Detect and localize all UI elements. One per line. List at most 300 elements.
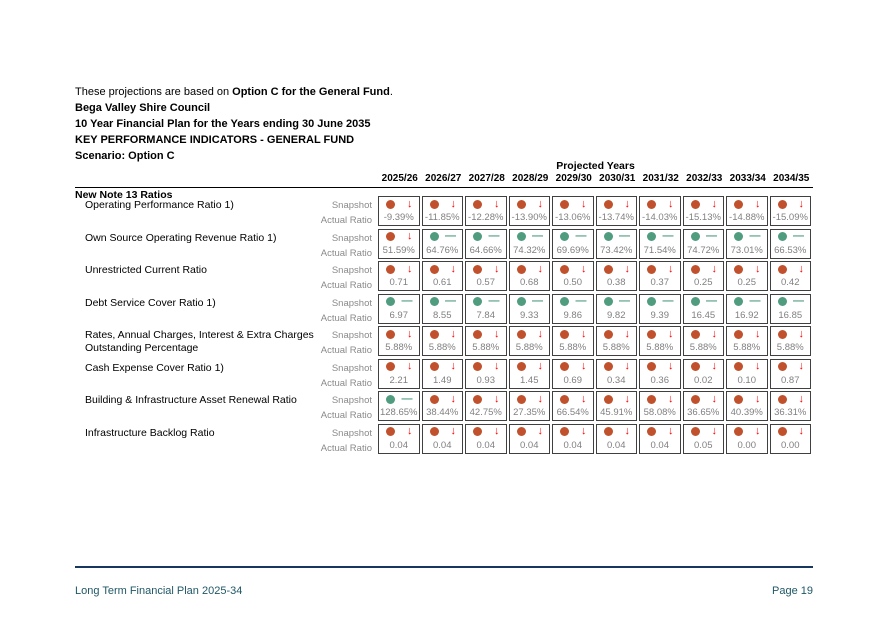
snapshot-indicator — [510, 425, 550, 439]
row-sublabels — [303, 296, 372, 326]
kpi-cell — [552, 359, 594, 389]
snapshot-indicator — [553, 197, 593, 211]
status-dot-icon — [734, 427, 743, 436]
row-sublabels — [303, 198, 372, 228]
status-dot-icon — [560, 232, 569, 241]
actual-value: 1.49 — [433, 374, 452, 386]
down-arrow-icon: ↓ — [494, 197, 500, 210]
actual-value: 5.88% — [602, 342, 630, 353]
snapshot-indicator — [510, 327, 550, 341]
down-arrow-icon: ↓ — [711, 425, 717, 437]
actual-value: 36.65% — [687, 407, 720, 418]
status-dot-icon — [778, 395, 787, 404]
year-header: 2030/31 — [599, 173, 636, 184]
kpi-cell — [378, 261, 420, 291]
actual-value: 0.50 — [563, 277, 582, 288]
down-arrow-icon: ↓ — [711, 197, 717, 210]
actual-ratio-label: Actual Ratio — [320, 377, 372, 389]
snapshot-indicator — [553, 262, 593, 276]
indicator-label: Unrestricted Current Ratio — [85, 264, 207, 276]
status-dot-icon — [517, 297, 526, 306]
actual-value: 0.34 — [607, 374, 626, 386]
snapshot-indicator — [771, 295, 811, 309]
kpi-cell — [683, 261, 725, 291]
down-arrow-icon: ↓ — [537, 327, 543, 340]
down-arrow-icon: ↓ — [668, 197, 674, 210]
status-dot-icon — [560, 297, 569, 306]
actual-value: 0.25 — [737, 277, 756, 288]
status-dot-icon — [734, 265, 743, 274]
actual-value: 5.88% — [559, 342, 587, 353]
snapshot-indicator — [684, 230, 724, 244]
kpi-cell — [770, 229, 812, 259]
kpi-cell — [465, 229, 507, 259]
actual-value: 5.88% — [472, 342, 500, 353]
snapshot-indicator — [727, 360, 767, 374]
actual-value: 0.05 — [694, 439, 713, 451]
kpi-cell — [726, 261, 768, 291]
down-arrow-icon: ↓ — [755, 197, 761, 210]
actual-value: 0.10 — [737, 374, 756, 386]
actual-value: -11.85% — [424, 212, 460, 223]
down-arrow-icon: ↓ — [711, 327, 717, 340]
status-dot-icon — [691, 265, 700, 274]
flat-dash-icon: — — [401, 295, 413, 307]
snapshot-indicator — [727, 295, 767, 309]
actual-value: 71.54% — [643, 244, 676, 256]
actual-value: 51.59% — [382, 244, 415, 256]
status-dot-icon — [386, 297, 395, 306]
down-arrow-icon: ↓ — [668, 392, 674, 405]
kpi-cell — [509, 326, 551, 356]
snapshot-indicator — [379, 295, 419, 309]
actual-value: 0.37 — [650, 277, 669, 288]
actual-value: 0.36 — [650, 374, 669, 386]
actual-value: 0.38 — [607, 277, 626, 288]
kpi-cell — [465, 391, 507, 421]
status-dot-icon — [647, 395, 656, 404]
status-dot-icon — [517, 427, 526, 436]
row-cells — [378, 196, 811, 226]
kpi-cell — [639, 261, 681, 291]
kpi-cell — [770, 391, 812, 421]
kpi-cell — [683, 196, 725, 226]
snapshot-indicator — [727, 425, 767, 439]
actual-value: 9.33 — [520, 309, 539, 321]
flat-dash-icon: — — [706, 295, 717, 307]
down-arrow-icon: ↓ — [798, 425, 804, 437]
down-arrow-icon: ↓ — [755, 425, 761, 437]
row-cells — [378, 391, 811, 421]
kpi-cell — [552, 261, 594, 291]
kpi-cell — [683, 391, 725, 421]
status-dot-icon — [517, 265, 526, 274]
snapshot-indicator — [379, 197, 419, 211]
snapshot-indicator — [379, 327, 419, 341]
kpi-cell — [726, 359, 768, 389]
flat-dash-icon: — — [488, 295, 500, 307]
down-arrow-icon: ↓ — [624, 327, 630, 340]
actual-value: 66.53% — [774, 244, 807, 256]
indicator-row — [75, 424, 813, 457]
down-arrow-icon: ↓ — [668, 360, 674, 372]
actual-value: 7.84 — [476, 309, 495, 321]
kpi-cell — [422, 294, 464, 324]
actual-value: 0.04 — [389, 439, 408, 451]
status-dot-icon — [517, 232, 526, 241]
snapshot-indicator — [771, 392, 811, 406]
snapshot-indicator — [684, 295, 724, 309]
table-top-rule — [75, 187, 813, 188]
down-arrow-icon: ↓ — [494, 425, 500, 437]
snapshot-indicator — [684, 197, 724, 211]
indicator-row — [75, 391, 813, 424]
kpi-cell — [726, 229, 768, 259]
status-dot-icon — [604, 395, 613, 404]
actual-value: 0.57 — [476, 277, 495, 288]
actual-ratio-label: Actual Ratio — [320, 442, 372, 454]
flat-dash-icon: — — [706, 230, 717, 242]
actual-value: -9.39% — [383, 212, 414, 223]
snapshot-indicator — [640, 360, 680, 374]
snapshot-indicator — [640, 230, 680, 244]
status-dot-icon — [517, 200, 526, 209]
indicator-label-line2: Outstanding Percentage — [85, 342, 199, 354]
down-arrow-icon: ↓ — [798, 392, 804, 405]
kpi-table — [75, 196, 813, 456]
status-dot-icon — [560, 362, 569, 371]
status-dot-icon — [386, 265, 395, 274]
kpi-cell — [422, 261, 464, 291]
snapshot-label: Snapshot — [331, 330, 372, 341]
snapshot-label: Snapshot — [331, 297, 372, 309]
status-dot-icon — [691, 200, 700, 209]
status-dot-icon — [473, 362, 482, 371]
actual-value: 2.21 — [389, 374, 408, 386]
actual-value: 0.25 — [694, 277, 713, 288]
status-dot-icon — [517, 395, 526, 404]
kpi-cell — [770, 359, 812, 389]
kpi-cell — [770, 424, 812, 454]
kpi-cell — [683, 359, 725, 389]
indicator-label: Own Source Operating Revenue Ratio 1) — [85, 231, 277, 244]
status-dot-icon — [647, 200, 656, 209]
indicator-row — [75, 261, 813, 294]
flat-dash-icon: — — [793, 230, 804, 242]
flat-dash-icon: — — [488, 230, 500, 242]
actual-value: 9.82 — [607, 309, 626, 321]
snapshot-indicator — [597, 295, 637, 309]
kpi-cell — [552, 229, 594, 259]
kpi-cell — [639, 196, 681, 226]
status-dot-icon — [430, 232, 439, 241]
kpi-cell — [770, 294, 812, 324]
actual-value: 0.69 — [563, 374, 582, 386]
actual-ratio-label: Actual Ratio — [320, 280, 372, 291]
down-arrow-icon: ↓ — [755, 262, 761, 275]
status-dot-icon — [647, 232, 656, 241]
status-dot-icon — [473, 265, 482, 274]
kpi-cell — [422, 424, 464, 454]
down-arrow-icon: ↓ — [798, 327, 804, 340]
status-dot-icon — [430, 297, 439, 306]
actual-value: -15.09% — [772, 212, 808, 223]
indicator-label: Debt Service Cover Ratio 1) — [85, 296, 216, 309]
status-dot-icon — [604, 297, 613, 306]
row-cells — [378, 294, 811, 324]
actual-value: 5.88% — [776, 342, 804, 353]
flat-dash-icon: — — [532, 230, 543, 242]
snapshot-indicator — [423, 197, 463, 211]
status-dot-icon — [430, 362, 439, 371]
down-arrow-icon: ↓ — [407, 327, 413, 340]
snapshot-indicator — [771, 327, 811, 341]
status-dot-icon — [473, 200, 482, 209]
down-arrow-icon: ↓ — [624, 392, 630, 405]
year-header: 2032/33 — [686, 173, 723, 184]
kpi-cell — [596, 229, 638, 259]
status-dot-icon — [691, 297, 700, 306]
kpi-cell — [422, 359, 464, 389]
status-dot-icon — [560, 395, 569, 404]
snapshot-indicator — [727, 392, 767, 406]
actual-ratio-label: Actual Ratio — [320, 345, 372, 356]
kpi-cell — [422, 196, 464, 226]
years-row — [378, 173, 813, 184]
actual-value: 0.68 — [520, 277, 539, 288]
snapshot-indicator — [684, 327, 724, 341]
status-dot-icon — [560, 330, 569, 339]
status-dot-icon — [386, 232, 395, 241]
snapshot-indicator — [553, 327, 593, 341]
down-arrow-icon: ↓ — [624, 197, 630, 210]
status-dot-icon — [604, 330, 613, 339]
status-dot-icon — [473, 330, 482, 339]
status-dot-icon — [778, 362, 787, 371]
kpi-cell — [378, 359, 420, 389]
snapshot-indicator — [553, 392, 593, 406]
snapshot-indicator — [510, 230, 550, 244]
intro-prefix: These projections are based on — [75, 86, 233, 98]
snapshot-indicator — [597, 392, 637, 406]
status-dot-icon — [386, 395, 395, 404]
actual-value: 58.08% — [643, 407, 676, 418]
actual-value: 0.93 — [476, 374, 495, 386]
snapshot-indicator — [423, 425, 463, 439]
down-arrow-icon: ↓ — [494, 360, 500, 372]
actual-value: 0.00 — [781, 439, 800, 451]
status-dot-icon — [734, 200, 743, 209]
kpi-cell — [726, 391, 768, 421]
projected-years-label: Projected Years — [556, 160, 635, 172]
status-dot-icon — [647, 265, 656, 274]
snapshot-indicator — [510, 262, 550, 276]
status-dot-icon — [473, 232, 482, 241]
snapshot-indicator — [597, 425, 637, 439]
actual-value: 5.88% — [515, 342, 543, 353]
status-dot-icon — [778, 232, 787, 241]
actual-ratio-label: Actual Ratio — [320, 247, 372, 259]
actual-value: -13.06% — [555, 212, 591, 223]
snapshot-indicator — [466, 327, 506, 341]
down-arrow-icon: ↓ — [755, 327, 761, 340]
status-dot-icon — [473, 427, 482, 436]
status-dot-icon — [647, 330, 656, 339]
status-dot-icon — [560, 200, 569, 209]
actual-value: 0.00 — [737, 439, 756, 451]
year-header: 2033/34 — [729, 173, 766, 184]
actual-value: -12.28% — [468, 212, 504, 223]
kpi-cell — [378, 196, 420, 226]
kpi-cell — [378, 229, 420, 259]
flat-dash-icon: — — [575, 295, 587, 307]
down-arrow-icon: ↓ — [407, 197, 413, 210]
snapshot-label: Snapshot — [331, 362, 372, 374]
snapshot-indicator — [684, 425, 724, 439]
year-header: 2027/28 — [468, 173, 505, 184]
year-header: 2034/35 — [773, 173, 810, 184]
flat-dash-icon: — — [532, 295, 543, 307]
status-dot-icon — [473, 297, 482, 306]
status-dot-icon — [517, 330, 526, 339]
row-cells — [378, 424, 811, 454]
kpi-cell — [509, 424, 551, 454]
actual-value: 0.04 — [520, 439, 539, 451]
down-arrow-icon: ↓ — [798, 360, 804, 372]
actual-value: 9.39 — [650, 309, 669, 321]
snapshot-indicator — [510, 197, 550, 211]
row-sublabels — [303, 426, 372, 456]
kpi-cell — [422, 391, 464, 421]
actual-value: 5.88% — [646, 342, 674, 353]
actual-value: 73.01% — [730, 244, 763, 256]
snapshot-indicator — [466, 360, 506, 374]
status-dot-icon — [604, 265, 613, 274]
down-arrow-icon: ↓ — [624, 262, 630, 275]
actual-value: 16.45 — [691, 309, 716, 321]
status-dot-icon — [430, 330, 439, 339]
down-arrow-icon: ↓ — [450, 360, 456, 372]
down-arrow-icon: ↓ — [755, 392, 761, 405]
row-sublabels — [303, 231, 372, 261]
status-dot-icon — [386, 330, 395, 339]
snapshot-indicator — [379, 230, 419, 244]
actual-value: 42.75% — [469, 407, 502, 418]
indicator-label: Rates, Annual Charges, Interest & Extra Charges Outstanding Percentage — [85, 329, 320, 355]
actual-value: 0.04 — [476, 439, 495, 451]
actual-value: 64.76% — [426, 244, 459, 256]
status-dot-icon — [734, 297, 743, 306]
footer-rule — [75, 566, 813, 568]
down-arrow-icon: ↓ — [537, 197, 543, 210]
snapshot-indicator — [640, 197, 680, 211]
down-arrow-icon: ↓ — [407, 425, 413, 437]
indicator-label: Building & Infrastructure Asset Renewal Ratio — [85, 394, 297, 406]
down-arrow-icon: ↓ — [581, 425, 587, 437]
actual-value: -14.88% — [729, 212, 765, 223]
down-arrow-icon: ↓ — [407, 360, 413, 372]
snapshot-indicator — [466, 230, 506, 244]
actual-value: 40.39% — [730, 407, 763, 418]
snapshot-indicator — [640, 295, 680, 309]
snapshot-indicator — [466, 392, 506, 406]
actual-value: 0.71 — [389, 277, 408, 288]
snapshot-indicator — [553, 360, 593, 374]
kpi-cell — [465, 261, 507, 291]
kpi-cell — [552, 391, 594, 421]
actual-ratio-label: Actual Ratio — [320, 410, 372, 421]
down-arrow-icon: ↓ — [755, 360, 761, 372]
snapshot-indicator — [423, 295, 463, 309]
row-cells — [378, 261, 811, 291]
kpi-title: KEY PERFORMANCE INDICATORS - GENERAL FUND — [75, 134, 355, 146]
snapshot-indicator — [379, 360, 419, 374]
actual-value: 0.87 — [781, 374, 800, 386]
kpi-cell — [726, 326, 768, 356]
kpi-cell — [465, 359, 507, 389]
actual-value: 16.92 — [734, 309, 759, 321]
actual-value: 66.54% — [556, 407, 589, 418]
snapshot-indicator — [771, 197, 811, 211]
snapshot-indicator — [640, 425, 680, 439]
snapshot-indicator — [597, 360, 637, 374]
down-arrow-icon: ↓ — [581, 327, 587, 340]
intro-option: Option C for the General Fund — [232, 86, 390, 98]
status-dot-icon — [691, 330, 700, 339]
actual-value: 6.97 — [389, 309, 408, 321]
actual-value: -13.90% — [511, 212, 547, 223]
kpi-cell — [639, 391, 681, 421]
snapshot-indicator — [684, 262, 724, 276]
section-title: New Note 13 Ratios — [75, 189, 173, 201]
kpi-cell — [770, 261, 812, 291]
kpi-cell — [509, 294, 551, 324]
kpi-cell — [465, 424, 507, 454]
indicator-row — [75, 196, 813, 229]
kpi-cell — [726, 424, 768, 454]
down-arrow-icon: ↓ — [668, 262, 674, 275]
flat-dash-icon: — — [749, 295, 761, 307]
intro-line — [75, 84, 393, 100]
status-dot-icon — [691, 362, 700, 371]
status-dot-icon — [560, 427, 569, 436]
down-arrow-icon: ↓ — [407, 230, 413, 242]
actual-value: 9.86 — [563, 309, 582, 321]
actual-value: 128.65% — [379, 407, 418, 418]
down-arrow-icon: ↓ — [624, 425, 630, 437]
indicator-label: Operating Performance Ratio 1) — [85, 199, 234, 211]
snapshot-indicator — [771, 262, 811, 276]
kpi-cell — [465, 294, 507, 324]
actual-value: 0.42 — [781, 277, 800, 288]
kpi-cell — [639, 326, 681, 356]
down-arrow-icon: ↓ — [537, 262, 543, 275]
down-arrow-icon: ↓ — [450, 327, 456, 340]
status-dot-icon — [604, 232, 613, 241]
actual-value: 36.31% — [774, 407, 807, 418]
snapshot-indicator — [727, 327, 767, 341]
kpi-cell — [596, 424, 638, 454]
row-cells — [378, 229, 811, 259]
down-arrow-icon: ↓ — [711, 392, 717, 405]
kpi-cell — [726, 294, 768, 324]
intro-suffix: . — [389, 86, 393, 98]
actual-value: 0.02 — [694, 374, 713, 386]
indicator-row — [75, 326, 813, 359]
actual-value: 5.88% — [733, 342, 761, 353]
flat-dash-icon: — — [619, 295, 630, 307]
snapshot-indicator — [510, 392, 550, 406]
